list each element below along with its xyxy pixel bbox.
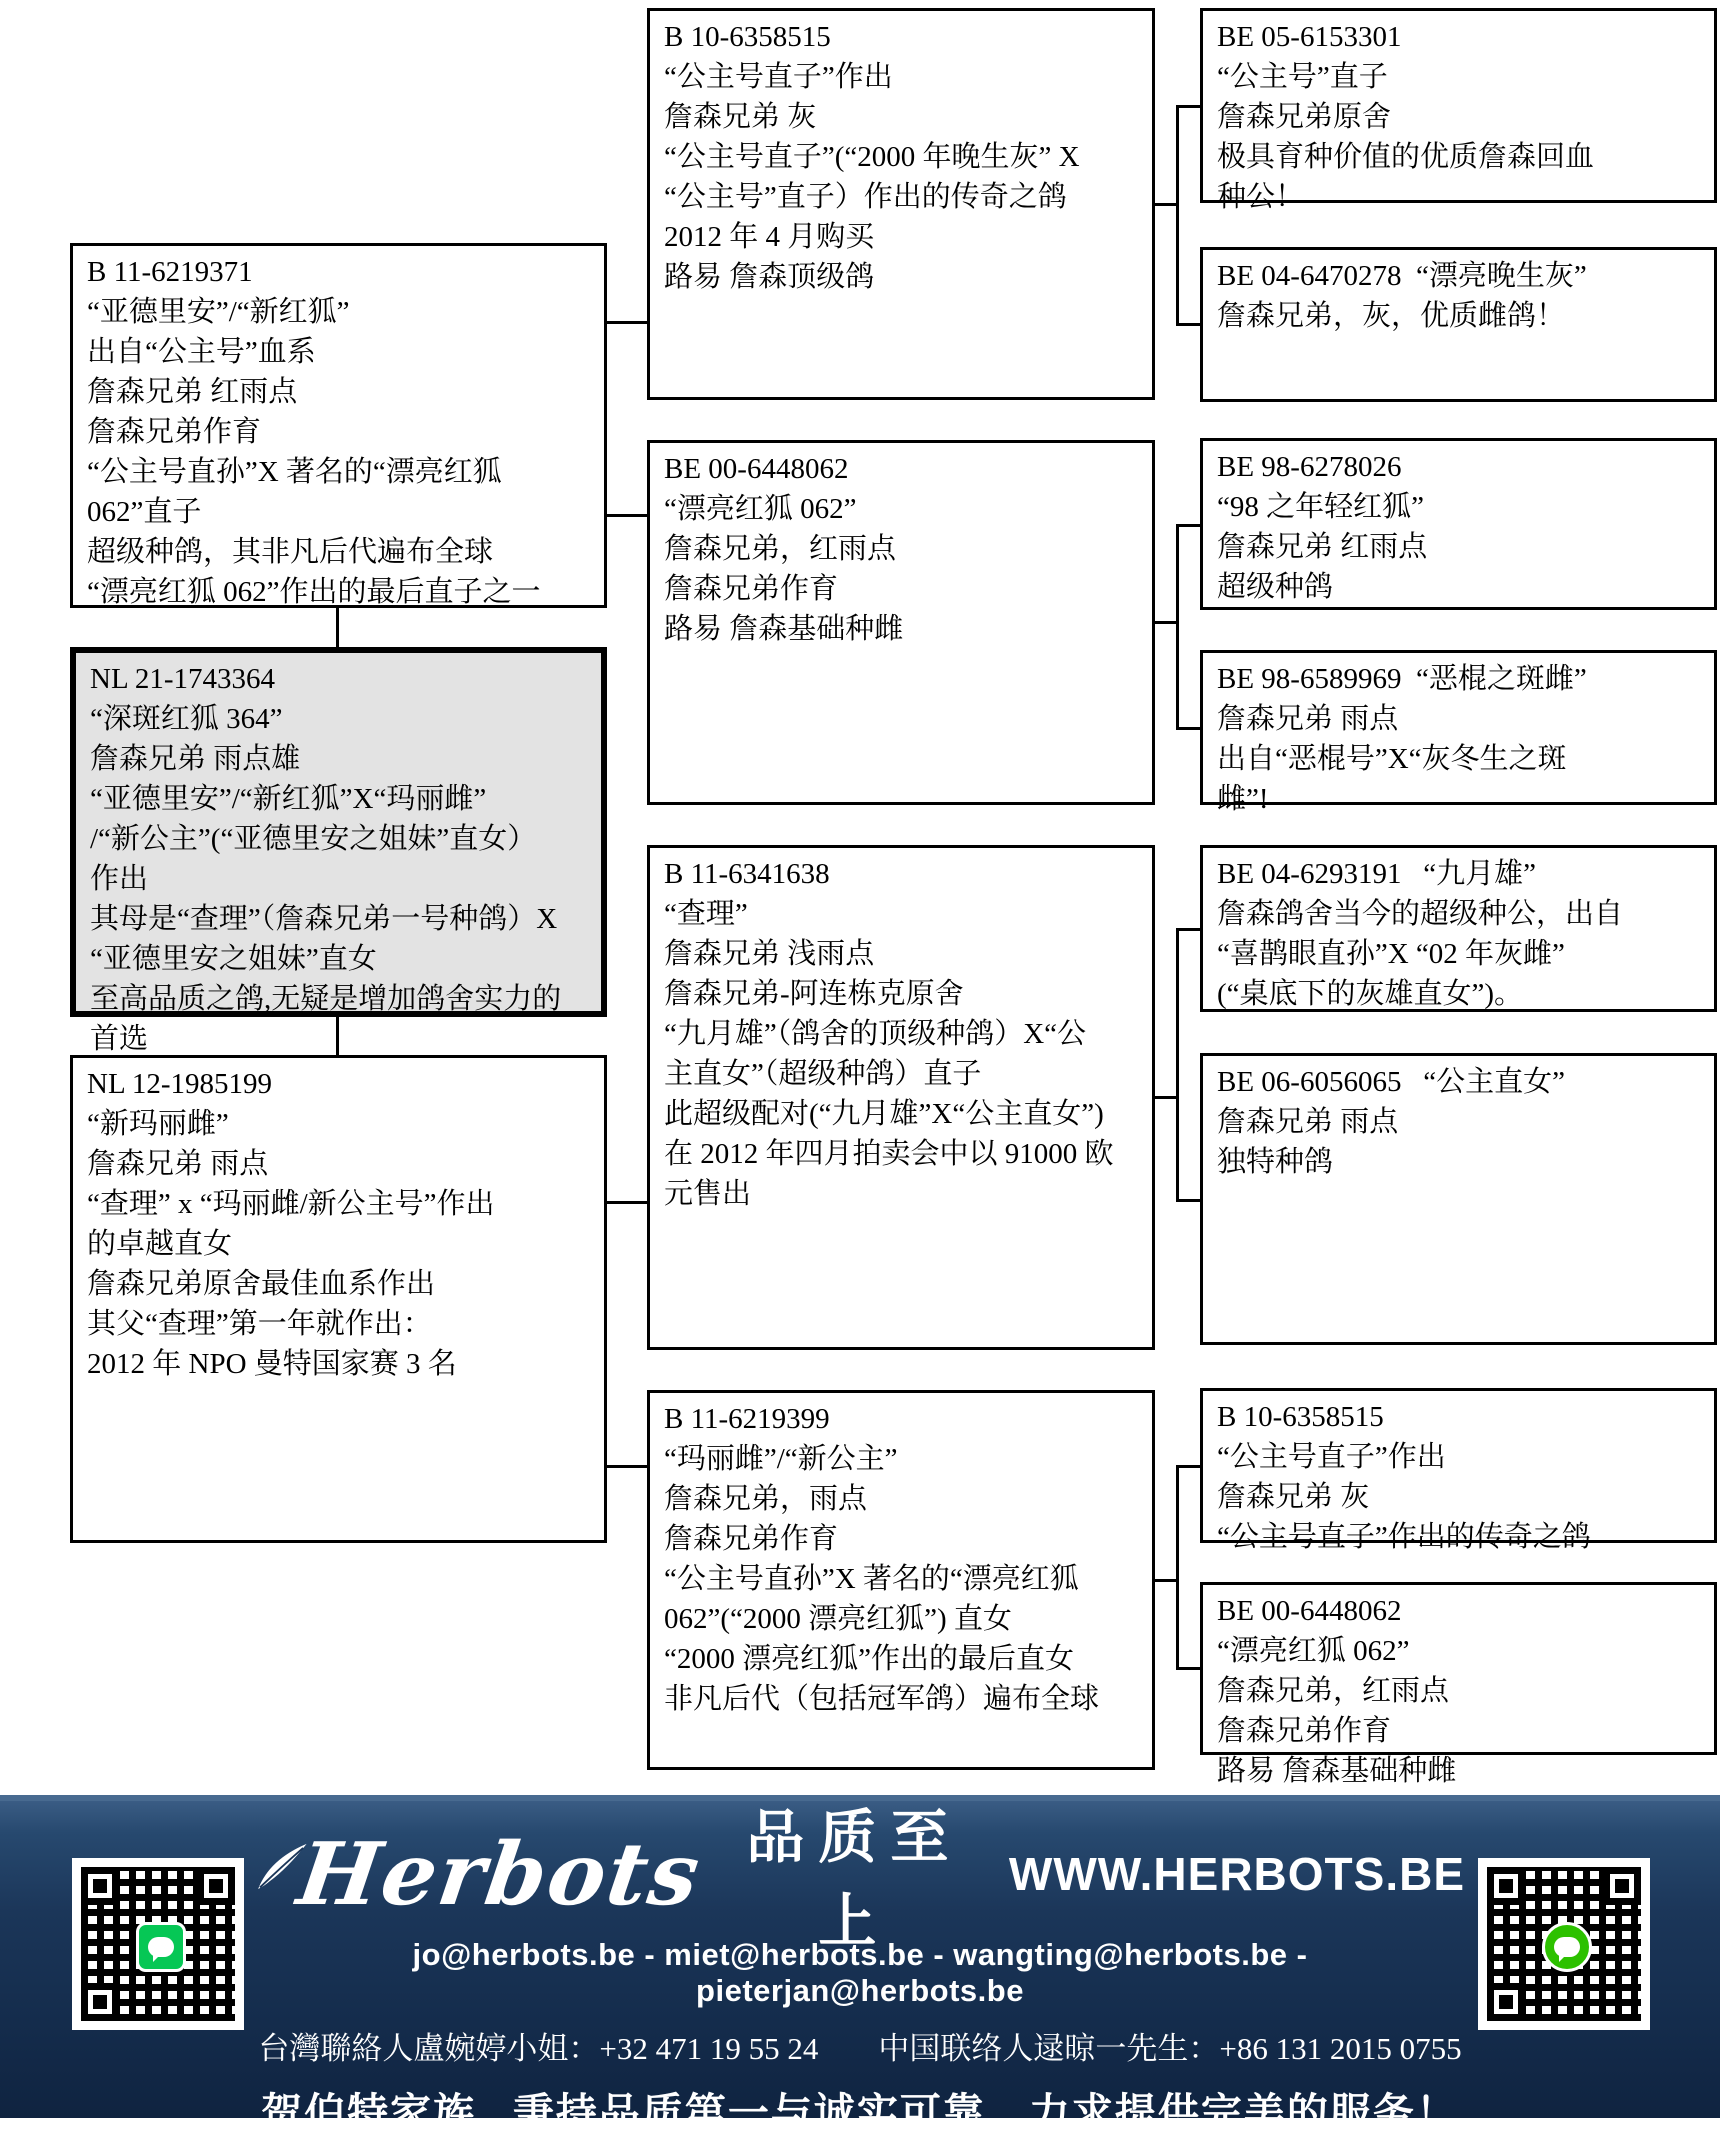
pedigree-text: BE 04-6470278 “漂亮晚生灰” 詹森兄弟，灰，优质雌鸽！ bbox=[1217, 260, 1587, 332]
contact-china: 中国联络人逯晾一先生：+86 131 2015 0755 bbox=[878, 2031, 1462, 2066]
great-grandparent-box-3 bbox=[1200, 438, 1717, 610]
herbots-logo bbox=[248, 1824, 707, 1925]
footer-brand-row bbox=[255, 1803, 1465, 1955]
pedigree-text: NL 21-1743364 “深斑红狐 364” 詹森兄弟 雨点雄 “亚德里安”/“新红狐”X“玛丽雌” /“新公主”(“亚德里安之姐妹”直女） 作出 其母是“查理”（詹森兄弟一号种鸽）X “亚德里安之姐妹”直女 至高品质之鸽,无疑是增加鸽舍实力的 首选 bbox=[90, 663, 562, 1055]
qr-finder bbox=[81, 1867, 119, 1905]
connector-line bbox=[1176, 323, 1200, 326]
connector-line bbox=[1176, 105, 1200, 108]
qr-finder bbox=[81, 1983, 119, 2021]
connector-line bbox=[1176, 1199, 1200, 1202]
pedigree-text: BE 04-6293191 “九月雄” 詹森鸽舍当今的超级种公，出自 “喜鹊眼直孙”X “02 年灰雌” (“桌底下的灰雄直女”)。 bbox=[1217, 858, 1624, 1010]
connector-line bbox=[1176, 1667, 1200, 1670]
connector-line bbox=[1155, 1579, 1177, 1582]
pedigree-text: B 10-6358515 “公主号直子”作出 詹森兄弟 灰 “公主号直子”(“2000 年晚生灰” X “公主号”直子）作出的传奇之鸽 2012 年 4 月购买 路易 詹森顶级鸽 bbox=[664, 21, 1080, 293]
connector-line bbox=[1176, 1465, 1179, 1670]
connector-line bbox=[1176, 524, 1200, 527]
maternal-grandsire-box bbox=[647, 845, 1155, 1350]
pedigree-text: B 10-6358515 “公主号直子”作出 詹森兄弟 灰 “公主号直子”作出的传奇之鸽 bbox=[1217, 1401, 1591, 1553]
great-grandparent-box-6 bbox=[1200, 1053, 1717, 1345]
connector-line bbox=[1176, 928, 1179, 1202]
sire-box bbox=[70, 243, 607, 608]
pedigree-text: BE 98-6278026 “98 之年轻红狐” 詹森兄弟 红雨点 超级种鸽 bbox=[1217, 451, 1428, 603]
great-grandparent-box-7 bbox=[1200, 1388, 1717, 1553]
connector-line bbox=[1176, 928, 1200, 931]
pedigree-text: B 11-6219371 “亚德里安”/“新红狐” 出自“公主号”血系 詹森兄弟 红雨点 詹森兄弟作育 “公主号直孙”X 著名的“漂亮红狐 062”直子 超级种鸽，其非凡后代遍布全球 “漂亮红狐 062”作出的最后直子之一 bbox=[87, 256, 541, 608]
connector-line bbox=[1155, 203, 1177, 206]
footer-banner bbox=[0, 1795, 1720, 2136]
qr-pattern bbox=[1487, 1867, 1641, 2021]
subject-box bbox=[70, 647, 607, 1055]
great-grandparent-box-4 bbox=[1200, 650, 1717, 815]
pedigree-text: B 11-6219399 “玛丽雌”/“新公主” 詹森兄弟，雨点 詹森兄弟作育 “公主号直孙”X 著名的“漂亮红狐 062”(“2000 漂亮红狐”) 直女 “2000 漂亮红狐”作出的最后直女 非凡后代（包括冠军鸽）遍布全球 bbox=[664, 1403, 1100, 1715]
connector-line bbox=[1176, 1465, 1200, 1468]
great-grandparent-box-5 bbox=[1200, 845, 1717, 1012]
connector-line bbox=[336, 1017, 339, 1055]
website-url: WWW.HERBOTS.BE bbox=[1008, 1848, 1465, 1900]
pedigree-text: BE 00-6448062 “漂亮红狐 062” 詹森兄弟，红雨点 詹森兄弟作育 路易 詹森基础种雌 bbox=[1217, 1595, 1457, 1787]
connector-line bbox=[605, 514, 647, 517]
wechat-icon bbox=[1542, 1922, 1592, 1972]
footer-slogan: 贺伯特家族...秉持品质第一与诚实可靠，力求提供完美的服务！ bbox=[261, 2090, 1459, 2136]
qr-finder bbox=[1487, 1867, 1525, 1905]
connector-line bbox=[1155, 621, 1177, 624]
line-qr-code bbox=[72, 1858, 244, 2030]
great-grandparent-box-2 bbox=[1200, 247, 1717, 402]
contact-row bbox=[255, 2023, 1465, 2068]
connector-line bbox=[1155, 1096, 1177, 1099]
logo-text: Herbots bbox=[291, 1823, 708, 1925]
pedigree-text: B 11-6341638 “查理” 詹森兄弟 浅雨点 詹森兄弟-阿连栋克原舍 “九月雄”（鸽舍的顶级种鸽）X“公 主直女”（超级种鸽）直子 此超级配对(“九月雄”X“公主直女”) 在 2012 年四月拍卖会中以 91000 欧 元售出 bbox=[664, 858, 1114, 1210]
connector-line bbox=[1176, 727, 1200, 730]
email-addresses: jo@herbots.be - miet@herbots.be - wangting@herbots.be - pieterjan@herbots.be bbox=[412, 1937, 1308, 2008]
connector-line bbox=[605, 1465, 647, 1468]
dam-box bbox=[70, 1055, 607, 1543]
qr-pattern bbox=[81, 1867, 235, 2021]
tagline-text: 品质至上 bbox=[746, 1803, 963, 1955]
maternal-granddam-box bbox=[647, 1390, 1155, 1770]
great-grandparent-box-8 bbox=[1200, 1582, 1717, 1787]
connector-line bbox=[605, 1201, 647, 1204]
great-grandparent-box-1 bbox=[1200, 8, 1717, 213]
pedigree-text: NL 12-1985199 “新玛丽雌” 詹森兄弟 雨点 “查理” x “玛丽雌/新公主号”作出 的卓越直女 詹森兄弟原舍最佳血系作出 其父“查理”第一年就作出： 2012 年 NPO 曼特国家赛 3 名 bbox=[87, 1068, 495, 1380]
contact-taiwan: 台灣聯絡人盧婉婷小姐：+32 471 19 55 24 bbox=[258, 2031, 819, 2066]
connector-line bbox=[1176, 105, 1179, 326]
pedigree-text: BE 00-6448062 “漂亮红狐 062” 詹森兄弟，红雨点 詹森兄弟作育 路易 詹森基础种雌 bbox=[664, 453, 904, 645]
pedigree-text: BE 05-6153301 “公主号”直子 詹森兄弟原舍 极具育种价值的优质詹森回血 种公！ bbox=[1217, 21, 1595, 213]
paternal-grandsire-box bbox=[647, 8, 1155, 400]
qr-finder bbox=[1487, 1983, 1525, 2021]
pedigree-text: BE 06-6056065 “公主直女” 詹森兄弟 雨点 独特种鸽 bbox=[1217, 1066, 1565, 1178]
connector-line bbox=[336, 608, 339, 647]
pedigree-text: BE 98-6589969 “恶棍之斑雌” 詹森兄弟 雨点 出自“恶棍号”X“灰冬生之斑 雌”! bbox=[1217, 663, 1587, 815]
qr-finder bbox=[1603, 1867, 1641, 1905]
paternal-granddam-box bbox=[647, 440, 1155, 805]
connector-line bbox=[605, 321, 647, 324]
connector-line bbox=[1176, 524, 1179, 730]
wechat-qr-code bbox=[1478, 1858, 1650, 2030]
qr-finder bbox=[197, 1867, 235, 1905]
line-icon bbox=[136, 1922, 186, 1972]
footer-content bbox=[255, 1803, 1465, 2139]
